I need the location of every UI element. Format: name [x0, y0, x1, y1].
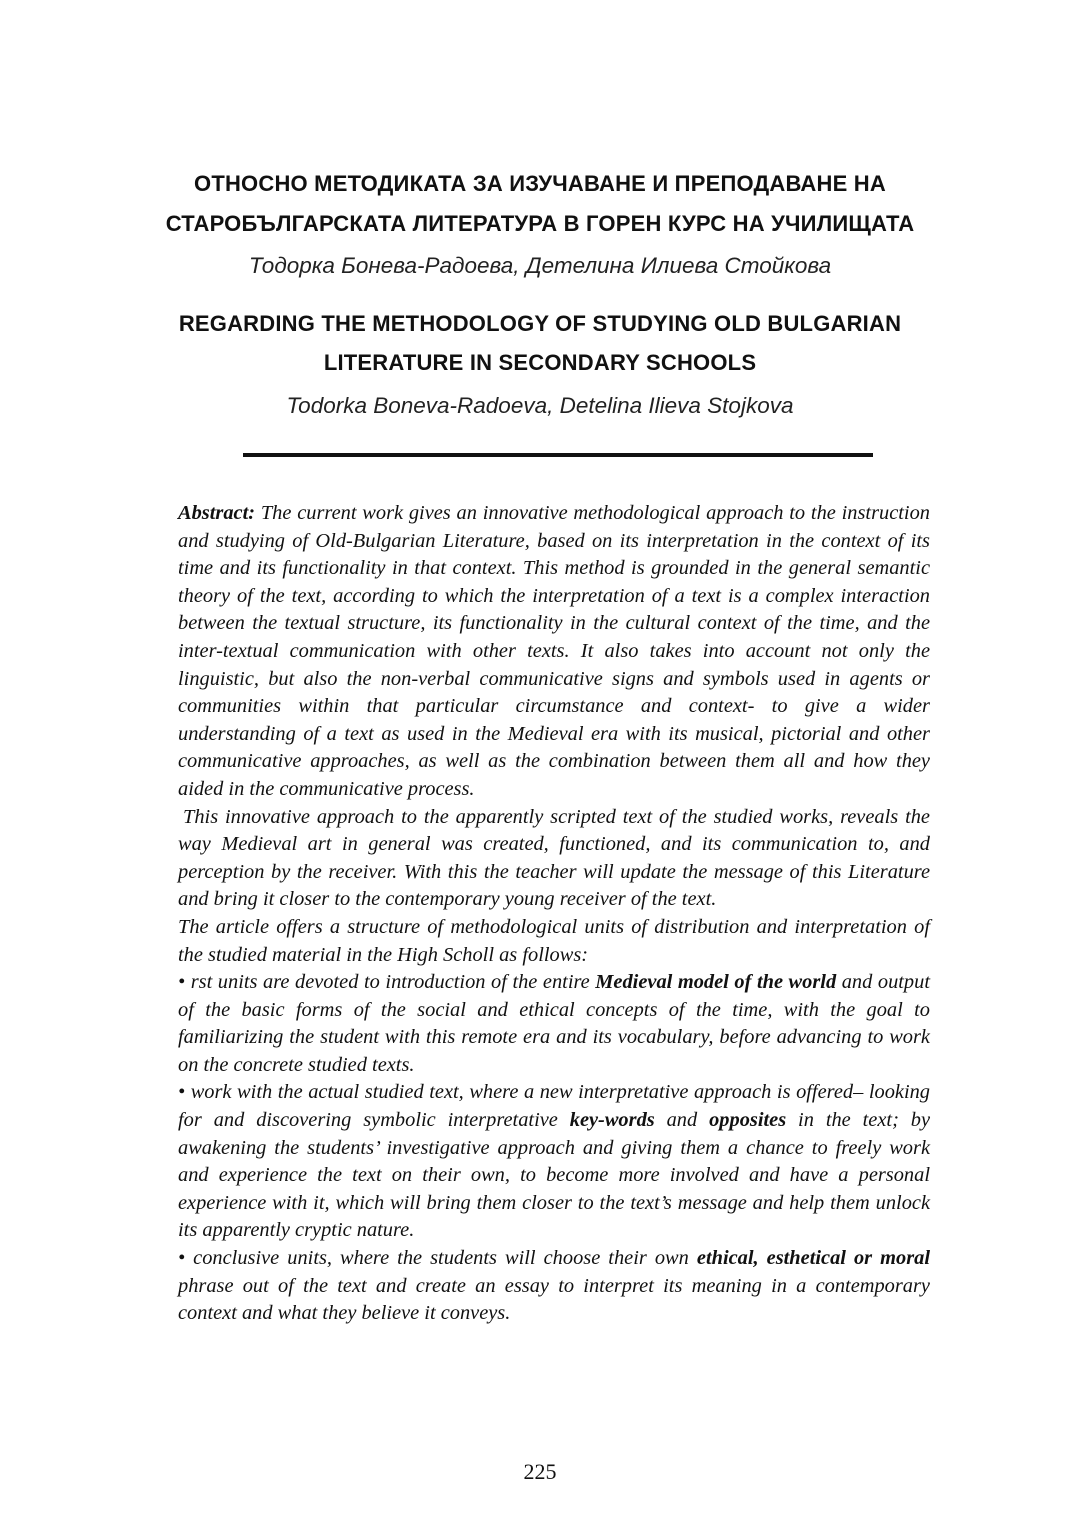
bg-authors: Тодорка Бонева-Радоева, Детелина Илиева Стойкова: [248, 253, 832, 278]
bg-title-line-1: ОТНОСНО МЕТОДИКАТА ЗА ИЗУЧАВАНЕ И ПРЕПОДАВАНЕ НА: [194, 171, 886, 196]
abstract-bullet-2: • work with the actual studied text, where a new interpretative approach is offered– looking for and discovering symbolic interpretative key-words and opposites in the text; by awakening the students’ investigative approach and giving them a chance to freely work and experience the text on their own, to become more involved and have a personal experience with it, which will bring them closer to the text’s message and help them unlock its apparently cryptic nature.: [178, 1081, 931, 1242]
en-authors: Todorka Boneva-Radoeva, Detelina Ilieva Stojkova: [286, 393, 794, 418]
abstract-paragraph-2: This innovative approach to the apparently scripted text of the studied works, reveals the way Medieval art in general was created, functioned, and its communication to, and perception by the receiver. With this the teacher will update the message of this Literature and bring it closer to the contemporary young receiver of the text.: [178, 805, 930, 911]
abstract-paragraph-3: The article offers a structure of methodological units of distribution and interpretation of the studied material in the High Scholl as follows:: [178, 915, 930, 966]
bg-title-line-2: СТАРОБЪЛГАРСКАТА ЛИТЕРАТУРА В ГОРЕН КУРС НА УЧИЛИЩАТА: [165, 211, 915, 236]
abstract: [178, 500, 930, 1328]
abstract-paragraph-1: Abstract: The current work gives an innovative methodological approach to the instruction and studying of Old-Bulgarian Literature, based on its interpretation in the context of its time and its functionality in that context. This method is grounded in the general semantic theory of the text, according to which the interpretation of a text is a complex interaction between the textual structure, its functionality in the cultural context of the time, and the inter-textual communication with other texts. It also takes into account not only the linguistic, but also the non-verbal communicative signs and symbols used in agents or communities within that particular circumstance and context- to give a wider understanding of a text as used in the Medieval era with its musical, pictorial and other communicative approaches, as well as the combination between them all and how they aided in the communicative process.: [178, 502, 930, 800]
abstract-bullet-1: • rst units are devoted to introduction of the entire Medieval model of the world and output of the basic forms of the social and ethical concepts of the time, with the goal to familiarizing the student with this remote era and its vocabulary, before advancing to work on the concrete studied texts.: [178, 971, 930, 1076]
abstract-bullet-3: • conclusive units, where the students will choose their own ethical, esthetical or moral phrase out of the text and create an essay to interpret its meaning in a contemporary context and what they believe it conveys.: [178, 1247, 931, 1325]
abstract-label: Abstract:: [178, 502, 256, 524]
en-title-line-1: REGARDING THE METHODOLOGY OF STUDYING OLD BULGARIAN: [178, 311, 902, 336]
title-divider: [243, 453, 873, 457]
page-number: 225: [523, 1459, 557, 1484]
en-title-line-2: LITERATURE IN SECONDARY SCHOOLS: [323, 350, 757, 375]
